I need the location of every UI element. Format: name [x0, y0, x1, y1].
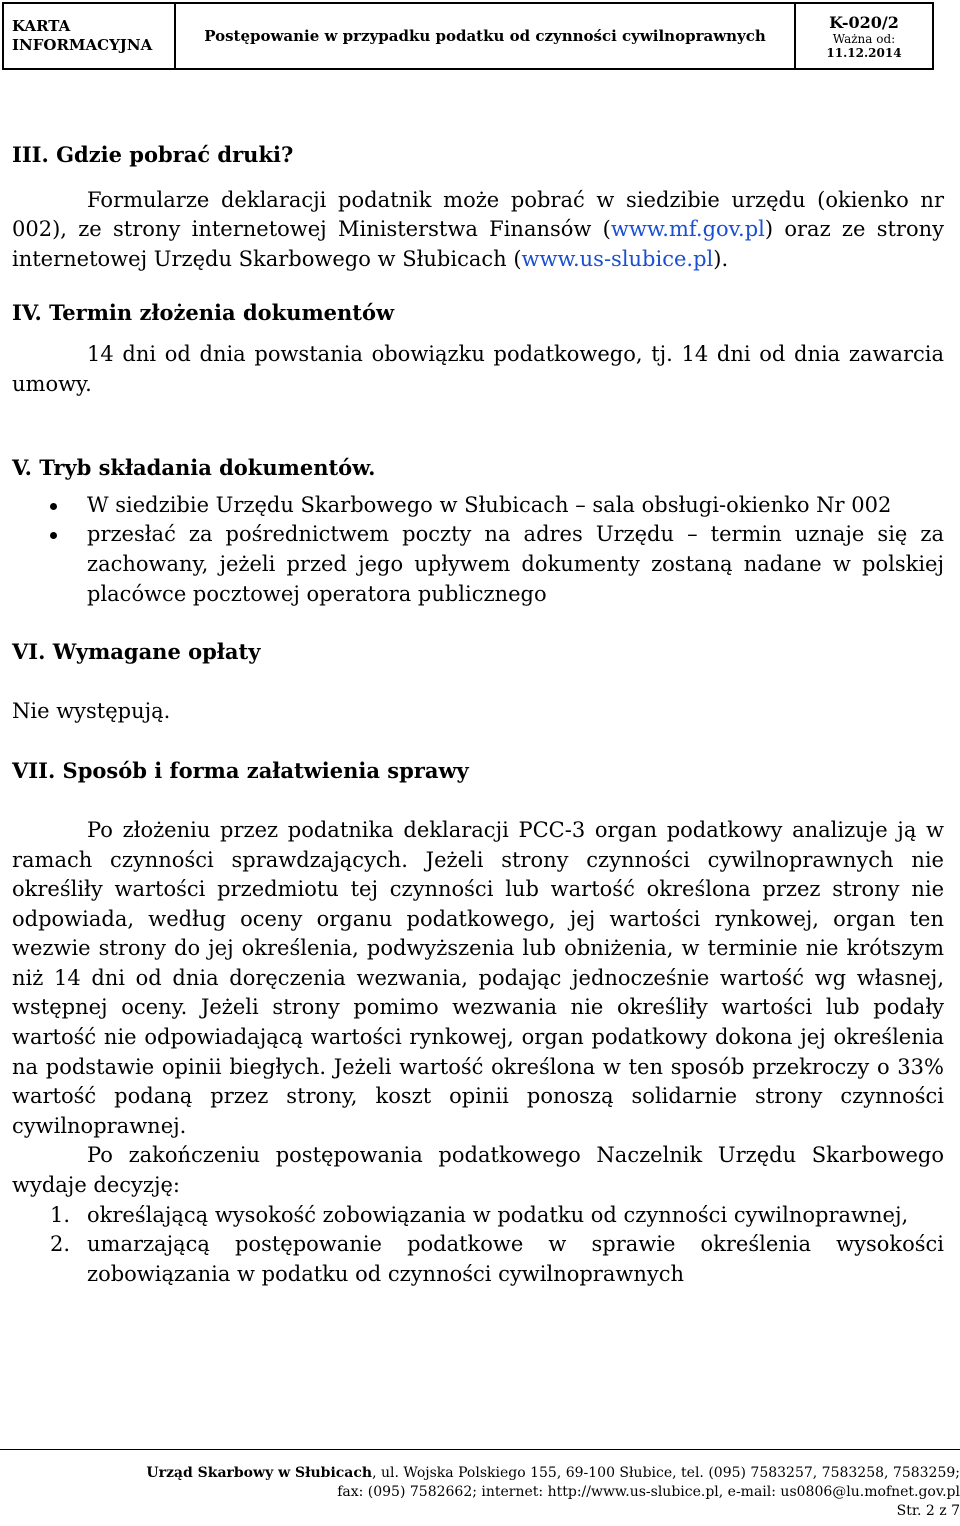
footer-address: , ul. Wojska Polskiego 155, 69-100 Słubice, tel. (095) 7583257, 7583258, 7583259;	[372, 1465, 960, 1481]
header-code: K-020/2	[829, 12, 899, 32]
bullet-text: przesłać za pośrednictwem poczty na adres Urzędu – termin uznaje się za zachowany, jeżeli przed jego upływem dokumenty zostaną nadane w polskiej placówce pocztowej operatora publicznego	[87, 522, 944, 606]
header-title-cell	[176, 4, 796, 68]
header-card-type	[4, 4, 176, 68]
section-6-text: Nie występują.	[12, 698, 171, 723]
section-4-heading: IV. Termin złożenia dokumentów	[12, 300, 395, 326]
header-valid-label: Ważna od:	[832, 31, 896, 46]
mf-gov-link[interactable]: www.mf.gov.pl	[610, 217, 765, 242]
header-card-type-line1: KARTA	[12, 17, 71, 35]
bullet-text: W siedzibie Urzędu Skarbowego w Słubicach – sala obsługi-okienko Nr 002	[87, 492, 892, 517]
section-7-paragraph-2: Po zakończeniu postępowania podatkowego Naczelnik Urzędu Skarbowego wydaje decyzję:	[12, 1143, 944, 1198]
section-6-heading: VI. Wymagane opłaty	[12, 639, 261, 665]
header-title: Postępowanie w przypadku podatku od czynności cywilnoprawnych	[204, 27, 766, 45]
header-code-cell	[796, 4, 932, 68]
section-7-paragraph-1: Po złożeniu przez podatnika deklaracji PCC-3 organ podatkowy analizuje ją w ramach czynności sprawdzających. Jeżeli strony czynności cywilnoprawnych nie określiły wartości przedmiotu tej czynności lub wartość określona przez strony nie odpowiada, według oceny organu podatkowego, jej wartości rynkowej, organ ten wezwie strony do jej określenia, podwyższenia lub obniżenia, w terminie nie krótszym niż 14 dni od dnia doręczenia wezwania, podając jednocześnie wartość wg własnej, wstępnej oceny. Jeżeli strony pomimo wezwania nie określiły wartości lub podały wartość nie odpowiadającą wartości rynkowej, organ podatkowy dokona jej określenia na podstawie opinii biegłych. Jeżeli wartość określona w ten sposób przekroczy o 33% wartość podaną przez strony, koszt opinii ponoszą solidarnie strony czynności cywilnoprawnej.	[12, 817, 944, 1138]
document-body	[12, 140, 944, 1289]
page-header	[2, 2, 934, 70]
footer-line-2: fax: (095) 7582662; internet: http://www.us-slubice.pl, e-mail: us0806@lu.mofnet.gov.pl	[337, 1484, 960, 1500]
section-3-text	[12, 186, 944, 275]
list-item	[12, 1201, 944, 1231]
section-3-heading: III. Gdzie pobrać druki?	[12, 142, 294, 167]
list-text: określającą wysokość zobowiązania w podatku od czynności cywilnoprawnej,	[87, 1202, 909, 1227]
us-slubice-link[interactable]: www.us-slubice.pl	[521, 246, 714, 271]
list-number: 2.	[50, 1232, 71, 1257]
section-7-heading: VII. Sposób i forma załatwienia sprawy	[12, 758, 469, 784]
footer-line-1	[0, 1464, 960, 1483]
list-item	[12, 491, 944, 521]
section-4-text: 14 dni od dnia powstania obowiązku podatkowego, tj. 14 dni od dnia zawarcia umowy.	[12, 341, 944, 396]
section-3-text-after: ).	[713, 246, 729, 271]
page-number: Str. 2 z 7	[896, 1503, 960, 1519]
bullet-icon	[50, 532, 57, 539]
section-3-text-before: Formularze deklaracji podatnik może pobrać w siedzibie urzędu (okienko nr 002), ze strony internetowej Ministerstwa Finansów (	[12, 187, 944, 242]
header-card-type-line2: INFORMACYJNA	[12, 36, 153, 54]
footer-office-name: Urząd Skarbowy w Słubicach	[146, 1465, 373, 1481]
section-3-text-middle: ) oraz ze strony internetowej Urzędu Skarbowego w Słubicach (	[12, 217, 944, 271]
bullet-icon	[50, 503, 57, 510]
page-footer	[0, 1449, 960, 1521]
list-item	[12, 520, 944, 609]
section-5-heading: V. Tryb składania dokumentów.	[12, 455, 376, 481]
section-5-bullet-list	[12, 491, 944, 609]
section-7-numbered-list	[12, 1201, 944, 1290]
header-valid-date: 11.12.2014	[826, 45, 902, 60]
list-item	[12, 1230, 944, 1289]
list-text: umarzającą postępowanie podatkowe w sprawie określenia wysokości zobowiązania w podatku od czynności cywilnoprawnych	[87, 1232, 944, 1286]
list-number: 1.	[50, 1202, 71, 1227]
